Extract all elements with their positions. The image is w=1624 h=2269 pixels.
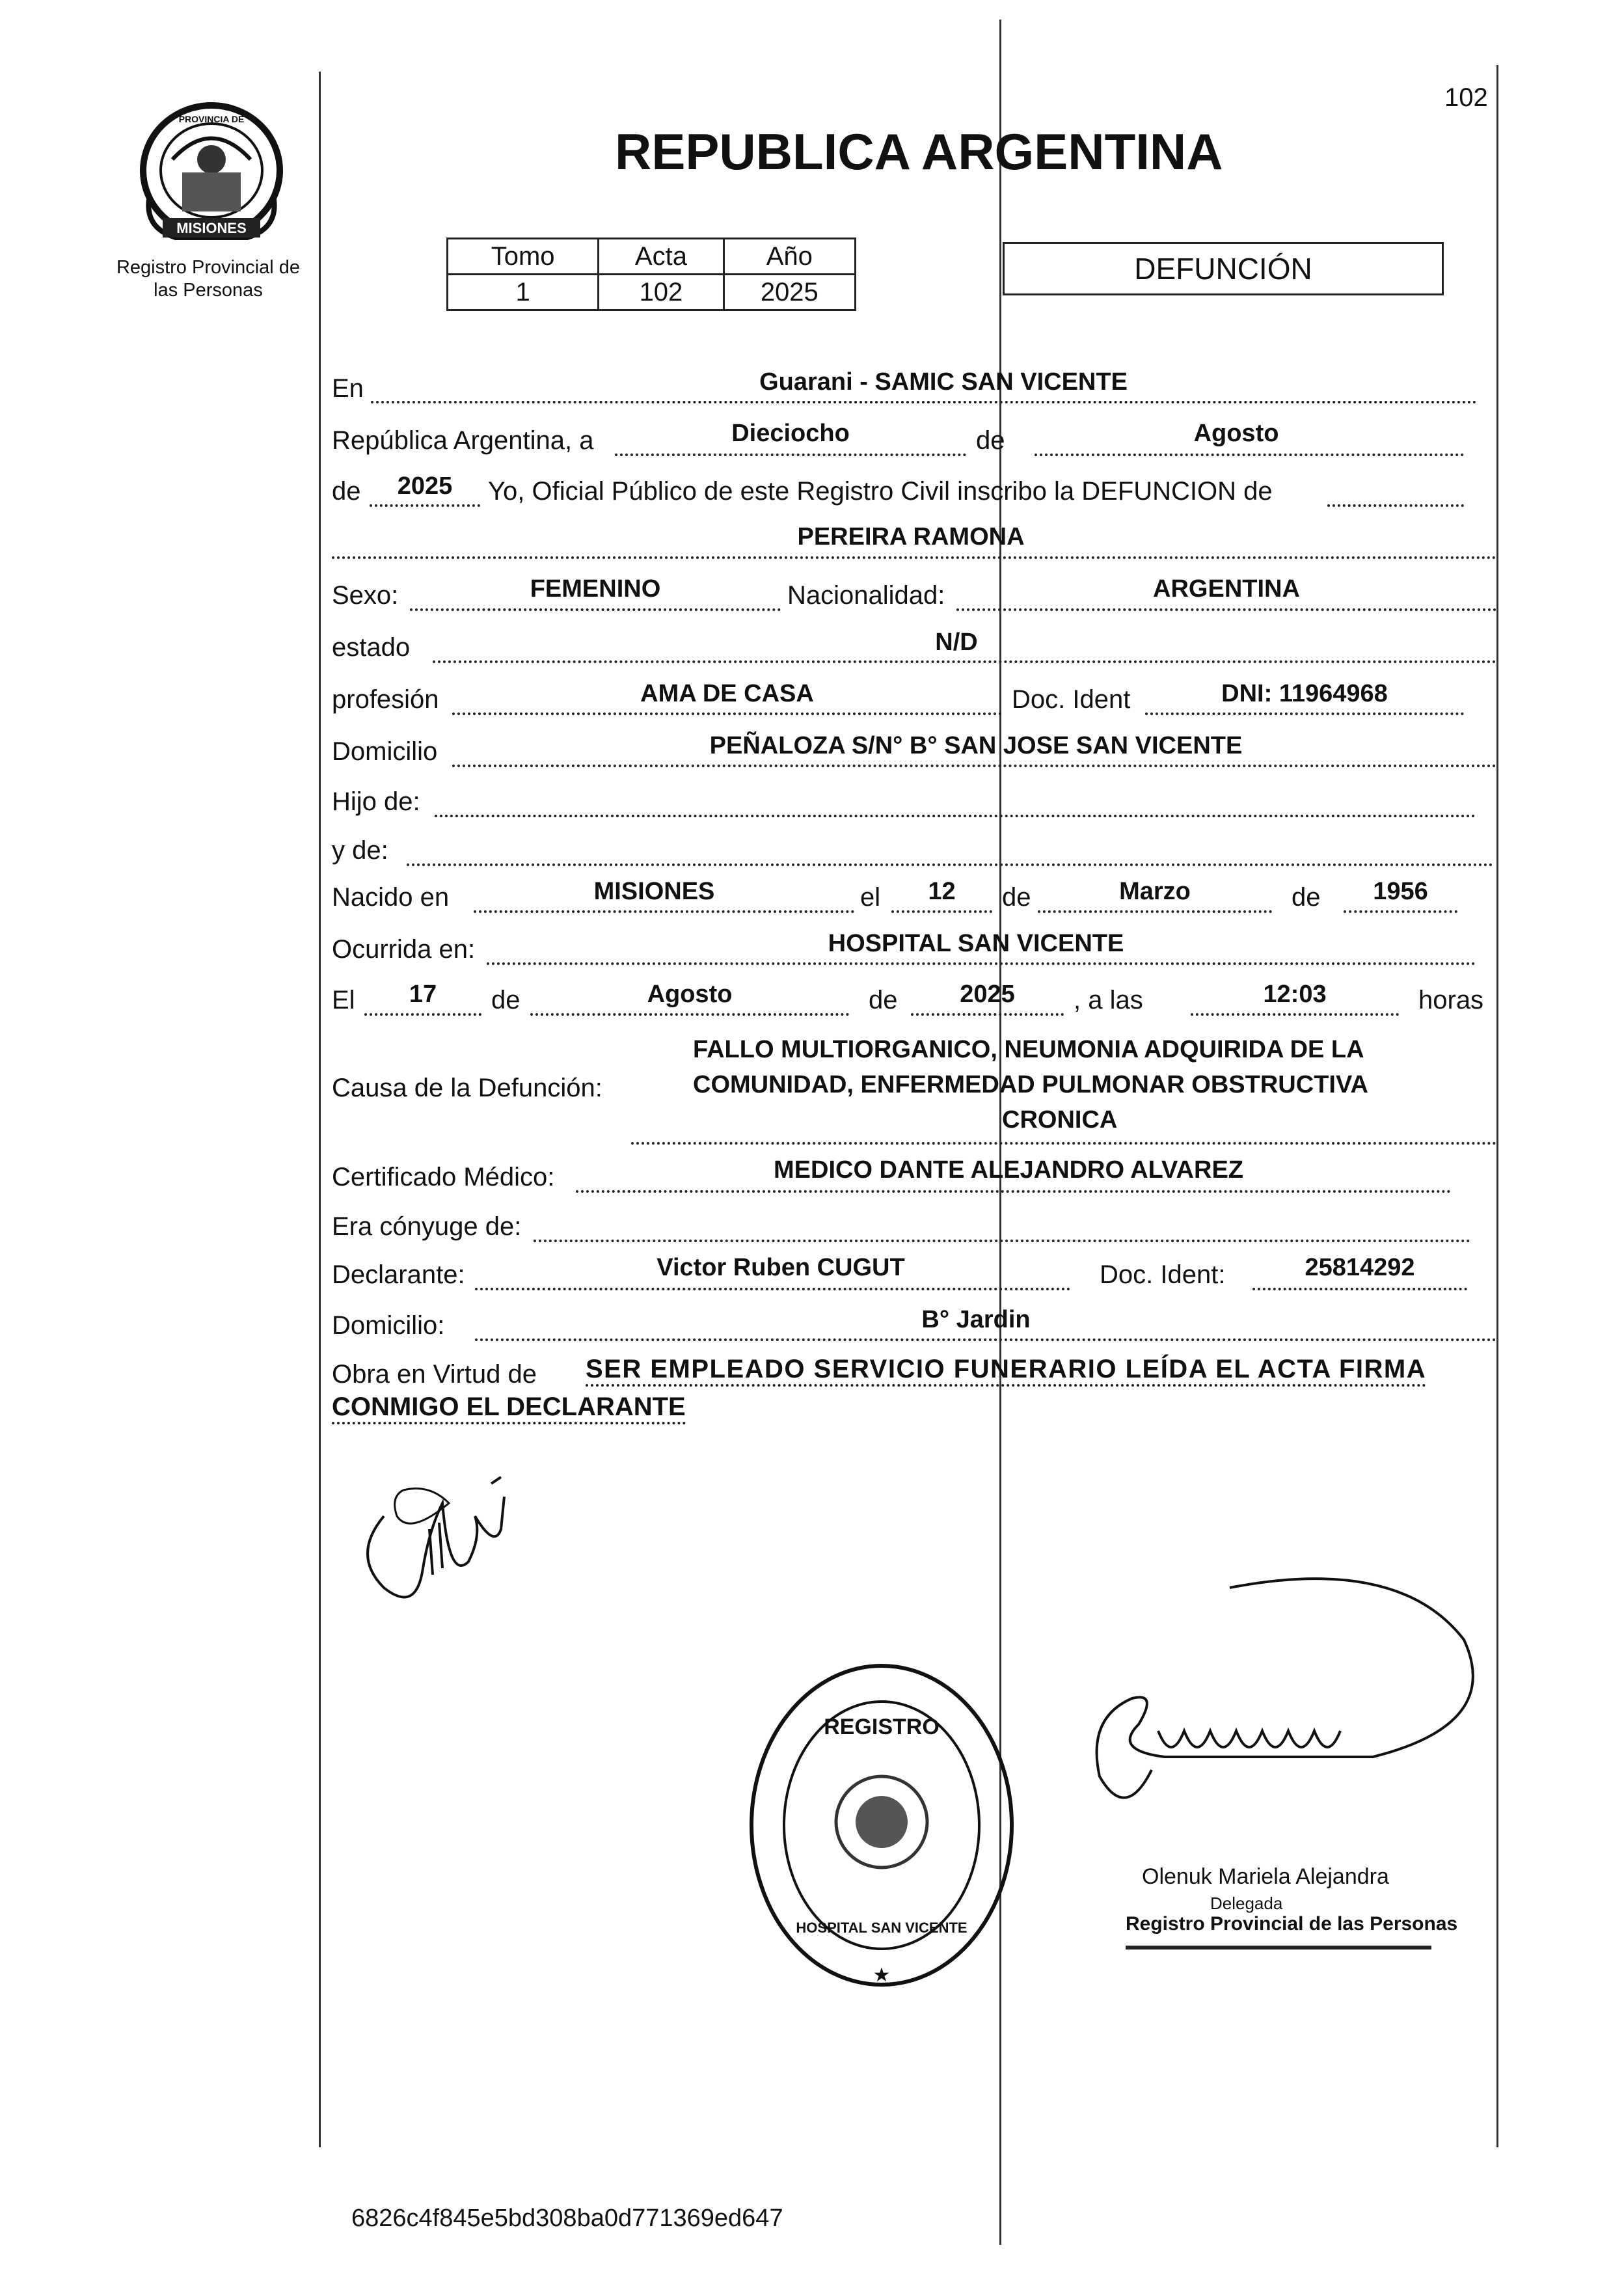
field-obra-line2: CONMIGO EL DECLARANTE bbox=[332, 1393, 686, 1424]
field-anio-inscripcion: 2025 bbox=[397, 472, 453, 500]
label-doc-ident-declarante: Doc. Ident: bbox=[1100, 1260, 1226, 1289]
label-sexo: Sexo: bbox=[332, 581, 399, 610]
underline-causa bbox=[631, 1142, 1496, 1145]
field-profesion: AMA DE CASA bbox=[640, 680, 814, 707]
label-y-de: y de: bbox=[332, 836, 388, 865]
field-causa-line1: FALLO MULTIORGANICO, NEUMONIA ADQUIRIDA DE LA bbox=[693, 1036, 1364, 1063]
underline-defuncion-dia bbox=[364, 1013, 481, 1016]
left-margin-line bbox=[319, 72, 321, 2147]
official-stamp-underline bbox=[1126, 1946, 1431, 1950]
label-a-las: , a las bbox=[1074, 986, 1143, 1014]
field-lugar: Guarani - SAMIC SAN VICENTE bbox=[759, 368, 1128, 396]
underline-nacido-anio bbox=[1344, 910, 1457, 913]
record-number-table bbox=[446, 238, 856, 311]
acta-value: 102 bbox=[599, 275, 724, 310]
label-ocurrida-en: Ocurrida en: bbox=[332, 935, 476, 964]
field-certificado-medico: MEDICO DANTE ALEJANDRO ALVAREZ bbox=[774, 1156, 1243, 1184]
underline-dia-inscripcion bbox=[615, 454, 966, 456]
underline-anio-inscripcion bbox=[370, 504, 480, 507]
record-type-box bbox=[1003, 242, 1444, 295]
field-defuncion-dia: 17 bbox=[409, 981, 437, 1008]
label-republica-a: República Argentina, a bbox=[332, 426, 594, 455]
svg-text:★: ★ bbox=[873, 1964, 891, 1986]
label-conyuge: Era cónyuge de: bbox=[332, 1212, 522, 1241]
svg-text:HOSPITAL SAN VICENTE: HOSPITAL SAN VICENTE bbox=[796, 1920, 968, 1936]
label-de-defuncion-anio: de bbox=[869, 986, 898, 1014]
underline-mes-inscripcion bbox=[1035, 454, 1464, 456]
svg-text:MISIONES: MISIONES bbox=[176, 220, 247, 236]
label-de-mes: de bbox=[976, 426, 1005, 455]
acta-header: Acta bbox=[599, 239, 724, 275]
underline-nacionalidad bbox=[956, 608, 1496, 611]
underline-profesion bbox=[452, 713, 1002, 715]
field-causa-line2: COMUNIDAD, ENFERMEDAD PULMONAR OBSTRUCTIVA bbox=[693, 1071, 1368, 1098]
underline-declarante-doc bbox=[1252, 1288, 1467, 1290]
anio-header: Año bbox=[724, 239, 855, 275]
label-causa: Causa de la Defunción: bbox=[332, 1074, 602, 1102]
svg-text:REGISTRO: REGISTRO bbox=[824, 1715, 940, 1739]
right-margin-line bbox=[1496, 65, 1498, 2147]
underline-doc-ident bbox=[1145, 713, 1464, 715]
anio-value: 2025 bbox=[724, 275, 855, 310]
field-defuncion-anio: 2025 bbox=[960, 981, 1015, 1008]
field-nacionalidad: ARGENTINA bbox=[1153, 575, 1300, 603]
label-nacido-en: Nacido en bbox=[332, 883, 450, 912]
field-nacido-en: MISIONES bbox=[593, 878, 715, 905]
label-doc-ident: Doc. Ident bbox=[1012, 685, 1131, 714]
underline-domicilio bbox=[452, 765, 1496, 767]
issuer-name-line1: Registro Provincial de bbox=[116, 257, 301, 278]
province-seal-logo bbox=[137, 98, 286, 247]
label-inscribo: Yo, Oficial Público de este Registro Civil inscribo la DEFUNCION de bbox=[488, 477, 1273, 506]
svg-text:PROVINCIA DE: PROVINCIA DE bbox=[178, 114, 245, 124]
field-doc-ident: DNI: 11964968 bbox=[1221, 680, 1388, 707]
underline-lugar bbox=[371, 401, 1477, 403]
underline-ocurrida-en bbox=[487, 962, 1476, 965]
underline-defuncion-anio bbox=[911, 1013, 1064, 1016]
label-hijo-de: Hijo de: bbox=[332, 787, 420, 816]
field-ocurrida-en: HOSPITAL SAN VICENTE bbox=[828, 930, 1124, 957]
underline-nombre bbox=[332, 556, 1496, 559]
label-horas: horas bbox=[1418, 986, 1484, 1014]
field-domicilio: PEÑALOZA S/N° B° SAN JOSE SAN VICENTE bbox=[709, 732, 1243, 759]
field-estado: N/D bbox=[935, 629, 978, 656]
registry-round-stamp bbox=[745, 1659, 1018, 1998]
field-nombre-fallecido: PEREIRA RAMONA bbox=[797, 523, 1025, 550]
official-signature bbox=[1035, 1562, 1490, 1835]
underline-certificado bbox=[576, 1190, 1451, 1193]
underline-nacido-dia bbox=[891, 910, 992, 913]
tomo-header: Tomo bbox=[448, 239, 599, 275]
underline-estado bbox=[433, 660, 1496, 663]
label-domicilio: Domicilio bbox=[332, 737, 438, 766]
field-declarante-domicilio: B° Jardin bbox=[921, 1306, 1031, 1333]
underline-defuncion-hora bbox=[1191, 1013, 1399, 1016]
underline-nacido-en bbox=[474, 910, 854, 913]
underline-conyuge bbox=[534, 1240, 1470, 1242]
label-de-nacido-anio: de bbox=[1292, 883, 1321, 912]
official-name: Olenuk Mariela Alejandra bbox=[1142, 1864, 1389, 1889]
label-declarante: Declarante: bbox=[332, 1260, 465, 1289]
field-defuncion-hora: 12:03 bbox=[1263, 981, 1327, 1008]
official-title: Delegada bbox=[1210, 1894, 1283, 1913]
underline-hijo-de bbox=[435, 815, 1476, 817]
label-domicilio-declarante: Domicilio: bbox=[332, 1311, 445, 1340]
underline-defuncion-mes bbox=[530, 1013, 849, 1016]
declarant-signature bbox=[345, 1458, 527, 1627]
field-declarante: Victor Ruben CUGUT bbox=[656, 1254, 905, 1281]
label-obra-en-virtud: Obra en Virtud de bbox=[332, 1360, 537, 1389]
field-dia-inscripcion: Dieciocho bbox=[731, 420, 850, 447]
page-title: REPUBLICA ARGENTINA bbox=[615, 123, 1223, 180]
label-nacionalidad: Nacionalidad: bbox=[787, 581, 945, 610]
field-nacido-mes: Marzo bbox=[1119, 878, 1191, 905]
field-defuncion-mes: Agosto bbox=[647, 981, 733, 1008]
underline-sexo bbox=[410, 608, 781, 611]
official-office: Registro Provincial de las Personas bbox=[1126, 1913, 1458, 1935]
label-profesion: profesión bbox=[332, 685, 439, 714]
field-causa-line3: CRONICA bbox=[1002, 1106, 1118, 1134]
tomo-value: 1 bbox=[448, 275, 599, 310]
underline-inscribo-end bbox=[1327, 504, 1464, 507]
label-de-anio: de bbox=[332, 477, 361, 506]
underline-declarante-domicilio bbox=[475, 1338, 1496, 1341]
label-en: En bbox=[332, 374, 364, 403]
label-el-defuncion: El bbox=[332, 986, 355, 1014]
page-number: 102 bbox=[1444, 83, 1488, 112]
label-de-defuncion-mes: de bbox=[491, 986, 521, 1014]
underline-nacido-mes bbox=[1038, 910, 1272, 913]
label-de-nacido-mes: de bbox=[1002, 883, 1031, 912]
label-certificado: Certificado Médico: bbox=[332, 1163, 555, 1191]
issuer-name-line2: las Personas bbox=[154, 280, 263, 301]
field-nacido-anio: 1956 bbox=[1373, 878, 1428, 905]
underline-declarante bbox=[475, 1288, 1070, 1290]
field-mes-inscripcion: Agosto bbox=[1193, 420, 1279, 447]
label-estado: estado bbox=[332, 633, 411, 662]
underline-y-de bbox=[407, 863, 1493, 866]
field-declarante-doc: 25814292 bbox=[1305, 1254, 1415, 1281]
field-sexo: FEMENINO bbox=[530, 575, 661, 603]
field-obra-line1: SER EMPLEADO SERVICIO FUNERARIO LEÍDA EL ACTA FIRMA bbox=[586, 1355, 1426, 1387]
document-hash: 6826c4f845e5bd308ba0d771369ed647 bbox=[351, 2205, 783, 2232]
field-nacido-dia: 12 bbox=[928, 878, 956, 905]
record-type: DEFUNCIÓN bbox=[1134, 252, 1312, 286]
label-el: el bbox=[860, 883, 881, 912]
